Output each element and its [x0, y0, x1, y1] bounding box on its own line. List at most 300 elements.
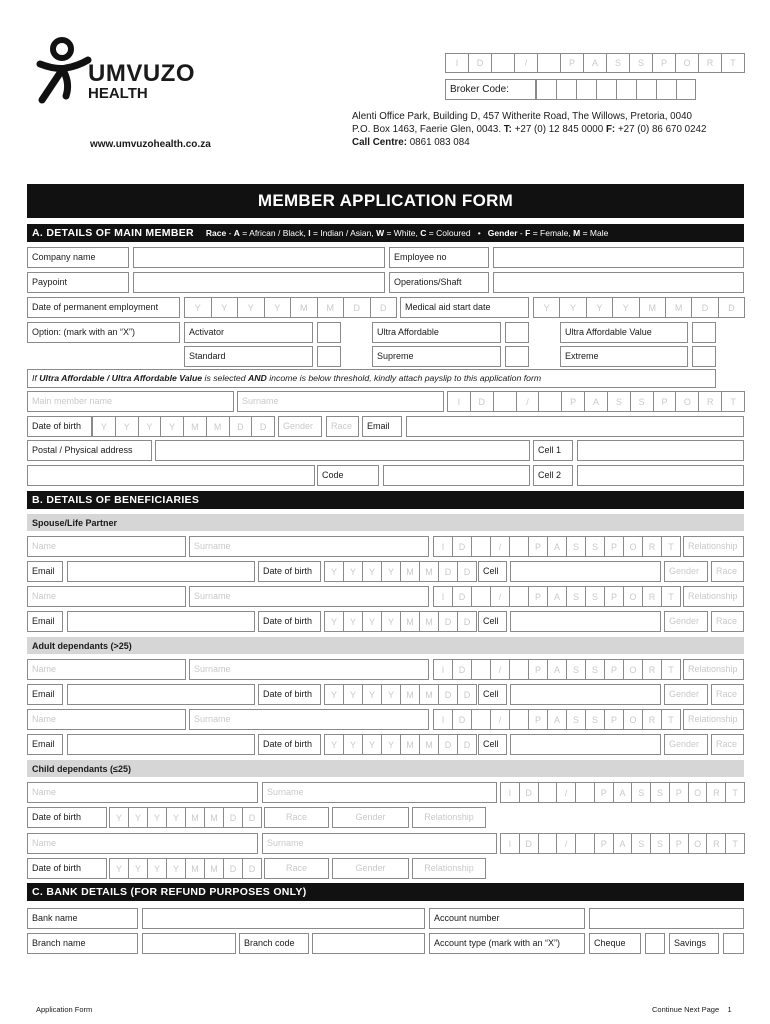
- beneficiary-gender-input[interactable]: Gender: [664, 561, 708, 582]
- beneficiary-dob-input[interactable]: [324, 611, 476, 632]
- char-cell[interactable]: T: [725, 833, 745, 854]
- char-cell[interactable]: [491, 53, 515, 73]
- char-cell[interactable]: D: [370, 297, 398, 318]
- char-cell[interactable]: M: [419, 734, 439, 755]
- char-cell[interactable]: Y: [166, 807, 186, 828]
- beneficiary-race-input[interactable]: Race: [711, 561, 744, 582]
- broker-code-label: Broker Code:: [445, 79, 536, 100]
- branch-code-input[interactable]: [312, 933, 425, 954]
- char-cell[interactable]: M: [400, 684, 420, 705]
- char-cell[interactable]: P: [652, 53, 676, 73]
- beneficiary-relationship-input[interactable]: Relationship: [683, 536, 744, 557]
- char-cell[interactable]: M: [400, 561, 420, 582]
- medical-aid-start-input[interactable]: [533, 297, 744, 318]
- char-cell[interactable]: Y: [324, 734, 344, 755]
- char-cell[interactable]: O: [623, 659, 643, 680]
- char-cell[interactable]: R: [642, 709, 662, 730]
- beneficiary-dob-input[interactable]: [324, 734, 476, 755]
- char-cell[interactable]: [575, 782, 595, 803]
- form-title: MEMBER APPLICATION FORM: [257, 191, 514, 210]
- option-extreme-checkbox[interactable]: [692, 346, 716, 367]
- char-cell[interactable]: /: [490, 586, 510, 607]
- char-cell[interactable]: /: [556, 833, 576, 854]
- child-gender-input[interactable]: Gender: [332, 858, 409, 879]
- char-cell[interactable]: O: [675, 391, 699, 412]
- char-cell[interactable]: S: [566, 659, 586, 680]
- child-surname-input[interactable]: Surname: [262, 833, 497, 854]
- footer-left: Application Form: [36, 1005, 93, 1014]
- main-race-input[interactable]: Race: [326, 416, 359, 437]
- child-dob-input[interactable]: [109, 807, 261, 828]
- account-number-input[interactable]: [589, 908, 744, 929]
- beneficiary-cell-input[interactable]: [510, 561, 661, 582]
- beneficiary-cell-label: Cell: [478, 561, 507, 582]
- char-cell[interactable]: D: [718, 297, 745, 318]
- char-cell[interactable]: Y: [343, 611, 363, 632]
- beneficiary-dob-label: Date of birth: [258, 561, 321, 582]
- child-relationship-input[interactable]: Relationship: [412, 807, 486, 828]
- char-cell[interactable]: [471, 536, 491, 557]
- adult-dependants-subheader: Adult dependants (>25): [27, 637, 744, 654]
- char-cell[interactable]: M: [639, 297, 666, 318]
- spouse-subheader: Spouse/Life Partner: [27, 514, 744, 531]
- char-cell[interactable]: D: [223, 858, 243, 879]
- main-dob-label: Date of birth: [27, 416, 92, 437]
- child-race-input[interactable]: Race: [264, 858, 329, 879]
- savings-checkbox[interactable]: [723, 933, 744, 954]
- char-cell[interactable]: [509, 709, 529, 730]
- postal-address-input[interactable]: [155, 440, 530, 461]
- char-cell[interactable]: P: [528, 536, 548, 557]
- char-cell[interactable]: /: [490, 709, 510, 730]
- main-email-input[interactable]: [406, 416, 744, 437]
- char-cell[interactable]: R: [642, 586, 662, 607]
- char-cell[interactable]: Y: [362, 684, 382, 705]
- char-cell[interactable]: R: [698, 53, 722, 73]
- child-id-input[interactable]: [500, 833, 744, 854]
- beneficiary-relationship-input[interactable]: Relationship: [683, 586, 744, 607]
- char-cell[interactable]: D: [229, 416, 253, 437]
- char-cell[interactable]: P: [669, 782, 689, 803]
- char-cell[interactable]: T: [661, 659, 681, 680]
- char-cell[interactable]: M: [665, 297, 692, 318]
- option-supreme-label: Supreme: [372, 346, 501, 367]
- char-cell[interactable]: D: [438, 561, 458, 582]
- char-cell[interactable]: Y: [324, 684, 344, 705]
- char-cell[interactable]: Y: [324, 611, 344, 632]
- beneficiary-id-input[interactable]: [433, 586, 680, 607]
- char-cell[interactable]: R: [706, 833, 726, 854]
- branch-code-label: Branch code: [239, 933, 309, 954]
- char-cell[interactable]: Y: [160, 416, 184, 437]
- operations-shaft-label: Operations/Shaft: [389, 272, 489, 293]
- char-cell[interactable]: [538, 833, 558, 854]
- beneficiary-name-input[interactable]: Name: [27, 586, 186, 607]
- logo-main-text: UMVUZO: [88, 60, 195, 87]
- char-cell[interactable]: T: [661, 536, 681, 557]
- char-cell[interactable]: Y: [128, 858, 148, 879]
- char-cell[interactable]: I: [433, 709, 453, 730]
- char-cell[interactable]: /: [556, 782, 576, 803]
- beneficiary-race-input[interactable]: Race: [711, 611, 744, 632]
- char-cell[interactable]: Y: [211, 297, 239, 318]
- char-cell[interactable]: S: [650, 833, 670, 854]
- char-cell[interactable]: A: [547, 709, 567, 730]
- char-cell[interactable]: D: [452, 586, 472, 607]
- char-cell[interactable]: S: [650, 782, 670, 803]
- char-cell[interactable]: D: [452, 659, 472, 680]
- char-cell[interactable]: O: [688, 833, 708, 854]
- beneficiary-relationship-input[interactable]: Relationship: [683, 709, 744, 730]
- char-cell[interactable]: M: [400, 611, 420, 632]
- char-cell[interactable]: /: [514, 53, 538, 73]
- cell1-label: Cell 1: [533, 440, 573, 461]
- char-cell[interactable]: Y: [138, 416, 162, 437]
- char-cell[interactable]: T: [661, 709, 681, 730]
- char-cell[interactable]: P: [560, 53, 584, 73]
- char-cell[interactable]: A: [584, 391, 608, 412]
- char-cell[interactable]: M: [317, 297, 345, 318]
- beneficiary-email-input[interactable]: [67, 611, 255, 632]
- char-cell[interactable]: S: [629, 53, 653, 73]
- footer-right: Continue Next Page 1: [652, 1005, 732, 1014]
- employee-no-label: Employee no: [389, 247, 489, 268]
- char-cell[interactable]: D: [457, 684, 477, 705]
- child-name-input[interactable]: Name: [27, 782, 258, 803]
- option-ultra-affordable-checkbox[interactable]: [505, 322, 529, 343]
- char-cell[interactable]: M: [185, 858, 205, 879]
- char-cell[interactable]: P: [528, 586, 548, 607]
- beneficiary-dob-label: Date of birth: [258, 611, 321, 632]
- char-cell[interactable]: M: [419, 611, 439, 632]
- char-cell[interactable]: Y: [128, 807, 148, 828]
- char-cell[interactable]: A: [613, 782, 633, 803]
- adult-dependant-row-1: [0, 659, 770, 705]
- char-cell[interactable]: P: [604, 586, 624, 607]
- paypoint-input[interactable]: [133, 272, 385, 293]
- char-cell[interactable]: P: [528, 659, 548, 680]
- char-cell[interactable]: D: [438, 611, 458, 632]
- beneficiary-cell-label: Cell: [478, 734, 507, 755]
- operations-shaft-input[interactable]: [493, 272, 744, 293]
- main-member-surname-input[interactable]: Surname: [237, 391, 444, 412]
- beneficiary-dob-input[interactable]: [324, 561, 476, 582]
- beneficiary-dob-input[interactable]: [324, 684, 476, 705]
- date-perm-employment-label: Date of permanent employment: [27, 297, 180, 318]
- char-cell[interactable]: P: [604, 536, 624, 557]
- char-cell[interactable]: O: [623, 709, 643, 730]
- option-label: Option: (mark with an “X”): [27, 322, 180, 343]
- char-cell[interactable]: A: [547, 536, 567, 557]
- char-cell[interactable]: /: [490, 659, 510, 680]
- char-cell[interactable]: P: [561, 391, 585, 412]
- beneficiary-gender-input[interactable]: Gender: [664, 734, 708, 755]
- date-perm-employment-input[interactable]: [184, 297, 396, 318]
- char-cell[interactable]: M: [204, 807, 224, 828]
- cell1-input[interactable]: [577, 440, 744, 461]
- beneficiary-relationship-input[interactable]: Relationship: [683, 659, 744, 680]
- beneficiary-name-input[interactable]: Name: [27, 709, 186, 730]
- char-cell[interactable]: M: [419, 684, 439, 705]
- char-cell[interactable]: M: [204, 858, 224, 879]
- char-cell[interactable]: [537, 53, 561, 73]
- address-line-1: Alenti Office Park, Building D, 457 Witherite Road, The Willows, Pretoria, 0040: [352, 111, 692, 122]
- logo-sub-text: HEALTH: [88, 85, 148, 102]
- char-cell[interactable]: Y: [381, 611, 401, 632]
- char-cell[interactable]: M: [185, 807, 205, 828]
- char-cell[interactable]: D: [242, 807, 262, 828]
- payslip-note: If Ultra Affordable / Ultra Affordable Value is selected AND income is below threshold, kindly attach payslip to this application form: [27, 369, 716, 388]
- call-centre: Call Centre: 0861 083 084: [352, 137, 470, 148]
- char-cell[interactable]: S: [566, 709, 586, 730]
- child-dependants-subheader: Child dependants (≤25): [27, 760, 744, 777]
- char-cell[interactable]: [509, 536, 529, 557]
- beneficiary-id-input[interactable]: [433, 536, 680, 557]
- char-cell[interactable]: O: [623, 536, 643, 557]
- beneficiary-email-input[interactable]: [67, 561, 255, 582]
- char-cell[interactable]: D: [457, 734, 477, 755]
- account-number-label: Account number: [429, 908, 585, 929]
- beneficiary-name-input[interactable]: Name: [27, 659, 186, 680]
- beneficiary-cell-input[interactable]: [510, 734, 661, 755]
- medical-aid-start-label: Medical aid start date: [400, 297, 529, 318]
- char-cell[interactable]: D: [223, 807, 243, 828]
- main-member-name-input[interactable]: Main member name: [27, 391, 234, 412]
- char-cell[interactable]: P: [653, 391, 677, 412]
- char-cell[interactable]: Y: [362, 611, 382, 632]
- char-cell[interactable]: A: [613, 833, 633, 854]
- char-cell[interactable]: Y: [237, 297, 265, 318]
- char-cell[interactable]: O: [688, 782, 708, 803]
- char-cell[interactable]: Y: [109, 858, 129, 879]
- char-cell[interactable]: A: [547, 586, 567, 607]
- char-cell[interactable]: I: [433, 659, 453, 680]
- beneficiary-gender-input[interactable]: Gender: [664, 611, 708, 632]
- option-ultra-affordable-value-checkbox[interactable]: [692, 322, 716, 343]
- char-cell[interactable]: P: [528, 709, 548, 730]
- char-cell[interactable]: D: [519, 833, 539, 854]
- char-cell[interactable]: D: [251, 416, 275, 437]
- beneficiary-surname-input[interactable]: Surname: [189, 659, 429, 680]
- beneficiary-surname-input[interactable]: Surname: [189, 586, 429, 607]
- beneficiary-email-input[interactable]: [67, 734, 255, 755]
- char-cell[interactable]: R: [706, 782, 726, 803]
- option-activator-checkbox[interactable]: [317, 322, 341, 343]
- char-cell[interactable]: /: [490, 536, 510, 557]
- char-cell[interactable]: M: [400, 734, 420, 755]
- char-cell[interactable]: D: [457, 561, 477, 582]
- char-cell[interactable]: Y: [147, 858, 167, 879]
- char-cell[interactable]: Y: [92, 416, 116, 437]
- beneficiary-cell-input[interactable]: [510, 611, 661, 632]
- beneficiary-email-label: Email: [27, 561, 63, 582]
- char-cell[interactable]: S: [585, 586, 605, 607]
- char-cell[interactable]: Y: [343, 734, 363, 755]
- child-race-input[interactable]: Race: [264, 807, 329, 828]
- child-surname-input[interactable]: Surname: [262, 782, 497, 803]
- char-cell[interactable]: D: [519, 782, 539, 803]
- section-b-header: [27, 491, 744, 509]
- cheque-label: Cheque: [589, 933, 641, 954]
- char-cell[interactable]: S: [585, 709, 605, 730]
- form-title-bar: [27, 184, 744, 218]
- char-cell[interactable]: T: [661, 586, 681, 607]
- char-cell[interactable]: Y: [586, 297, 613, 318]
- char-cell[interactable]: Y: [612, 297, 639, 318]
- char-cell[interactable]: S: [606, 53, 630, 73]
- char-cell[interactable]: [538, 391, 562, 412]
- char-cell[interactable]: I: [447, 391, 471, 412]
- char-cell[interactable]: M: [419, 561, 439, 582]
- employee-no-input[interactable]: [493, 247, 744, 268]
- char-cell[interactable]: M: [183, 416, 207, 437]
- option-ultra-affordable-label: Ultra Affordable: [372, 322, 501, 343]
- char-cell[interactable]: I: [445, 53, 469, 73]
- char-cell[interactable]: S: [631, 782, 651, 803]
- char-cell[interactable]: M: [290, 297, 318, 318]
- branch-name-input[interactable]: [142, 933, 236, 954]
- option-standard-checkbox[interactable]: [317, 346, 341, 367]
- umvuzo-figure-icon: [36, 36, 94, 104]
- char-cell[interactable]: [509, 586, 529, 607]
- char-cell[interactable]: D: [452, 536, 472, 557]
- broker-code-field[interactable]: [536, 79, 696, 100]
- char-cell[interactable]: O: [675, 53, 699, 73]
- spouse-row-2: [0, 586, 770, 632]
- char-cell[interactable]: Y: [381, 684, 401, 705]
- cheque-checkbox[interactable]: [645, 933, 665, 954]
- option-ultra-affordable-value-label: Ultra Affordable Value: [560, 322, 688, 343]
- char-cell[interactable]: Y: [147, 807, 167, 828]
- char-cell[interactable]: Y: [115, 416, 139, 437]
- option-extreme-label: Extreme: [560, 346, 688, 367]
- char-cell[interactable]: P: [604, 659, 624, 680]
- char-cell[interactable]: D: [470, 391, 494, 412]
- code-input[interactable]: [383, 465, 530, 486]
- char-cell[interactable]: [471, 709, 491, 730]
- char-cell[interactable]: [509, 659, 529, 680]
- main-dob-input[interactable]: [92, 416, 274, 437]
- beneficiary-surname-input[interactable]: Surname: [189, 709, 429, 730]
- char-cell[interactable]: P: [604, 709, 624, 730]
- char-cell[interactable]: Y: [533, 297, 560, 318]
- child-dob-input[interactable]: [109, 858, 261, 879]
- char-cell[interactable]: T: [725, 782, 745, 803]
- section-a-header: [27, 224, 744, 242]
- char-cell[interactable]: S: [566, 586, 586, 607]
- beneficiary-race-input[interactable]: Race: [711, 684, 744, 705]
- char-cell[interactable]: D: [457, 611, 477, 632]
- char-cell[interactable]: M: [206, 416, 230, 437]
- main-member-id-input[interactable]: [447, 391, 744, 412]
- char-cell[interactable]: [471, 586, 491, 607]
- char-cell[interactable]: [538, 782, 558, 803]
- char-cell[interactable]: T: [721, 53, 745, 73]
- char-cell[interactable]: D: [452, 709, 472, 730]
- char-cell[interactable]: /: [516, 391, 540, 412]
- char-cell[interactable]: [471, 659, 491, 680]
- char-cell[interactable]: Y: [362, 734, 382, 755]
- char-cell[interactable]: Y: [381, 561, 401, 582]
- char-cell[interactable]: Y: [264, 297, 292, 318]
- char-cell[interactable]: R: [642, 659, 662, 680]
- char-cell[interactable]: O: [623, 586, 643, 607]
- beneficiary-gender-input[interactable]: Gender: [664, 684, 708, 705]
- char-cell[interactable]: Y: [559, 297, 586, 318]
- child-gender-input[interactable]: Gender: [332, 807, 409, 828]
- char-cell[interactable]: S: [585, 659, 605, 680]
- char-cell[interactable]: P: [669, 833, 689, 854]
- code-label: Code: [317, 465, 379, 486]
- char-cell[interactable]: I: [500, 833, 520, 854]
- char-cell[interactable]: A: [583, 53, 607, 73]
- char-cell[interactable]: Y: [166, 858, 186, 879]
- char-cell[interactable]: D: [343, 297, 371, 318]
- char-cell[interactable]: A: [547, 659, 567, 680]
- child-id-input[interactable]: [500, 782, 744, 803]
- char-cell[interactable]: S: [630, 391, 654, 412]
- bank-name-input[interactable]: [142, 908, 425, 929]
- option-supreme-checkbox[interactable]: [505, 346, 529, 367]
- char-cell[interactable]: D: [438, 734, 458, 755]
- char-cell[interactable]: R: [698, 391, 722, 412]
- char-cell[interactable]: Y: [324, 561, 344, 582]
- char-cell[interactable]: I: [433, 536, 453, 557]
- child-relationship-input[interactable]: Relationship: [412, 858, 486, 879]
- beneficiary-email-label: Email: [27, 611, 63, 632]
- char-cell[interactable]: I: [433, 586, 453, 607]
- main-gender-input[interactable]: Gender: [278, 416, 322, 437]
- char-cell[interactable]: Y: [343, 561, 363, 582]
- beneficiary-cell-input[interactable]: [510, 684, 661, 705]
- postal-address-line2-input[interactable]: [27, 465, 315, 486]
- char-cell[interactable]: D: [438, 684, 458, 705]
- char-cell[interactable]: I: [500, 782, 520, 803]
- char-cell[interactable]: P: [594, 833, 614, 854]
- beneficiary-id-input[interactable]: [433, 709, 680, 730]
- char-cell[interactable]: D: [691, 297, 718, 318]
- beneficiary-id-input[interactable]: [433, 659, 680, 680]
- beneficiary-name-input[interactable]: Name: [27, 536, 186, 557]
- char-cell[interactable]: Y: [362, 561, 382, 582]
- char-cell[interactable]: [493, 391, 517, 412]
- child-name-input[interactable]: Name: [27, 833, 258, 854]
- char-cell[interactable]: S: [566, 536, 586, 557]
- postal-address-label: Postal / Physical address: [27, 440, 152, 461]
- company-name-input[interactable]: [133, 247, 385, 268]
- char-cell[interactable]: Y: [109, 807, 129, 828]
- beneficiary-race-input[interactable]: Race: [711, 734, 744, 755]
- char-cell[interactable]: D: [468, 53, 492, 73]
- child-dob-label: Date of birth: [27, 807, 107, 828]
- char-cell[interactable]: D: [242, 858, 262, 879]
- char-cell[interactable]: [575, 833, 595, 854]
- char-cell[interactable]: R: [642, 536, 662, 557]
- child-dependant-row-1: [0, 782, 770, 828]
- char-cell[interactable]: S: [585, 536, 605, 557]
- beneficiary-email-label: Email: [27, 734, 63, 755]
- char-cell[interactable]: S: [607, 391, 631, 412]
- char-cell[interactable]: Y: [343, 684, 363, 705]
- char-cell[interactable]: P: [594, 782, 614, 803]
- beneficiary-surname-input[interactable]: Surname: [189, 536, 429, 557]
- beneficiary-email-input[interactable]: [67, 684, 255, 705]
- char-cell[interactable]: Y: [184, 297, 212, 318]
- cell2-input[interactable]: [577, 465, 744, 486]
- char-cell[interactable]: Y: [381, 734, 401, 755]
- char-cell[interactable]: S: [631, 833, 651, 854]
- char-cell[interactable]: T: [721, 391, 745, 412]
